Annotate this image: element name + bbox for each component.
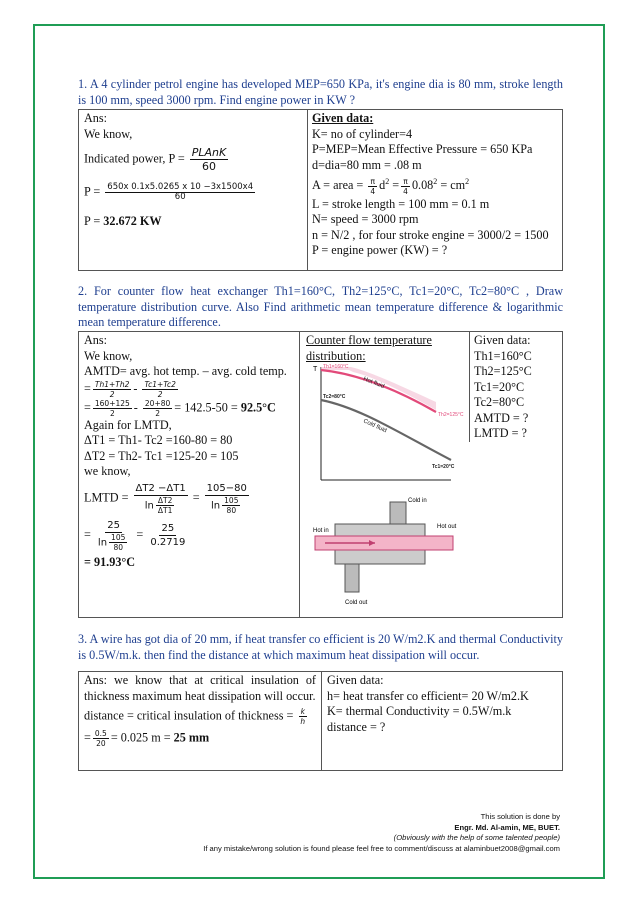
- q1-given-item: N= speed = 3000 rpm: [312, 212, 419, 227]
- cold-out-label: Cold out: [345, 600, 368, 606]
- hot-in-label: Hot in: [313, 528, 329, 534]
- q3-distance-formula: distance = critical insulation of thickness = $\frac{k}{h}$: [84, 707, 306, 726]
- q1-given-item: n = N/2 , for four stroke engine = 3000/2 = 1500: [312, 227, 549, 242]
- hot-out-label: Hot out: [437, 524, 457, 530]
- hot-fluid-label: Hot fluid: [362, 376, 385, 391]
- q1-given-title: Given data:: [312, 111, 374, 125]
- q1-calculation: P = $\frac{650x 0.1x5.0265 x 10 -3x1500x4}{60}$: [84, 182, 254, 202]
- q1-solution: [84, 111, 304, 230]
- q2-answer-box: [78, 331, 563, 618]
- q1-question: 1. A 4 cylinder petrol engine has developed MEP=650 KPa, it's engine dia is 80 mm, stroke length is 100 mm, speed 3000 rpm. Find engine power in KW ?: [78, 77, 563, 107]
- q2-result: = 91.93°C: [84, 554, 136, 569]
- q2-lmtd-formula: LMTD = ΔT2 −ΔT1 ln $\frac{\Delta T2}{\Delta T1}$ = 105−80 ln $\frac{105}{80}$: [84, 482, 247, 515]
- th2-label: Th2=125°C: [438, 412, 464, 418]
- q2-we-know: We know,: [84, 348, 133, 363]
- q2-given-item: AMTD = ?: [474, 410, 529, 425]
- q1-given: [312, 111, 562, 259]
- q3-question: 3. A wire has got dia of 20 mm, if heat transfer co efficient is 20 W/m2.K and thermal Conductivity is 0.5W/m.k. then find the distance at which maximum heat dissipation will occur.: [78, 632, 563, 662]
- q2-lmtd-step: = 25 ln $\frac{105}{80}$ = $\frac{25}{0.2719}$: [84, 519, 186, 552]
- q2-given-item: Th2=125°C: [474, 364, 532, 378]
- q2-ans-label: Ans:: [84, 333, 108, 347]
- q3-given-item: h= heat transfer co efficient= 20 W/m2.K: [327, 688, 529, 703]
- q3-solution: [84, 673, 316, 748]
- cold-in-label: Cold in: [408, 498, 427, 504]
- q2-given: [474, 333, 564, 442]
- q1-ans-label: Ans:: [84, 111, 108, 125]
- q1-area-formula: A = area = $\frac{\pi}{4}$ $d^2$ = $\frac{\pi}{4}$ $0.08^2 = cm^2$: [312, 176, 470, 196]
- q3-ans-text: Ans: we know that at critical insulation of thickness maximum heat dissipation will occur.: [84, 673, 316, 703]
- q3-answer-box: [78, 671, 563, 771]
- tc1-label: Tc1=20°C: [432, 464, 455, 470]
- q2-solution: [84, 333, 299, 570]
- footer-author: Engr. Md. Al-amin, ME, BUET.: [454, 822, 560, 832]
- q3-given-item: K= thermal Conductivity = 0.5W/m.k: [327, 704, 512, 718]
- hot-fluid-curve: [321, 370, 436, 412]
- q3-given-title: Given data:: [327, 673, 384, 687]
- tc2-label: Tc2=80°C: [323, 394, 346, 400]
- footer-contact[interactable]: If any mistake/wrong solution is found please feel free to comment/discuss at alaminbuet2008@gmail.com: [203, 843, 560, 853]
- q1-we-know: We know,: [84, 126, 133, 141]
- q1-given-item: K= no of cylinder=4: [312, 126, 413, 141]
- q2-dt1: ΔT1 = Th1- Tc2 =160-80 = 80: [84, 433, 233, 447]
- q1-answer-box: [78, 109, 563, 271]
- q2-question: 2. For counter flow heat exchanger Th1=160°C, Th2=125°C, Tc1=20°C, Tc2=80°C , Draw temperature distribution curve. Also Find arithmetic mean temperature difference & logarithmic mean temperature difference.: [78, 284, 563, 329]
- q2-amtd-def: AMTD= avg. hot temp. – avg. cold temp.: [84, 364, 287, 378]
- q2-given-item: LMTD = ?: [474, 426, 527, 440]
- q1-given-item: d=dia=80 mm = .08 m: [312, 157, 422, 172]
- chart-y-label: T: [313, 366, 318, 373]
- q1-given-item: P=MEP=Mean Effective Pressure = 650 KPa: [312, 142, 533, 156]
- heat-exchanger-diagram: [305, 492, 460, 612]
- q1-result: P = 32.672 KW: [84, 214, 162, 228]
- q1-given-item: L = stroke length = 100 mm = 0.1 m: [312, 196, 490, 211]
- q3-calc: = $\frac{0.5}{20}$ = 0.025 m = 25 mm: [84, 729, 210, 748]
- q3-given: [327, 673, 559, 735]
- cold-out-pipe: [345, 564, 359, 592]
- footer-credit: (Obviously with the help of some talented people): [393, 833, 560, 842]
- q2-we-know2: we know,: [84, 464, 131, 478]
- footer-line1: This solution is done by: [480, 812, 560, 821]
- q2-amtd-formula: = $\frac{Th1+Th2}{2}$ - $\frac{Tc1+Tc2}{2}$: [84, 379, 176, 399]
- q1-formula: Indicated power, P = $\frac{\text{PLAnK}}{60}$: [84, 146, 227, 173]
- cold-in-pipe: [390, 502, 406, 524]
- cold-fluid-label: Cold fluid: [362, 418, 388, 435]
- q2-given-item: Tc1=20°C: [474, 379, 525, 394]
- th1-label: Th1=160°C: [323, 364, 349, 370]
- q2-amtd-calc: = $\frac{160+125}{2}$ - $\frac{20+80}{2}$ = 142.5-50 = 92.5°C: [84, 398, 276, 418]
- q1-given-item: P = engine power (KW) = ?: [312, 243, 448, 258]
- temperature-distribution-chart: [301, 362, 469, 492]
- q2-given-title: Given data:: [474, 333, 531, 347]
- q2-dist-title: Counter flow temperature distribution:: [306, 333, 432, 363]
- q2-given-item: Tc2=80°C: [474, 395, 525, 409]
- footer: [203, 812, 560, 854]
- q2-dt2: ΔT2 = Th2- Tc1 =125-20 = 105: [84, 448, 239, 463]
- q2-given-item: Th1=160°C: [474, 348, 532, 363]
- q2-again: Again for LMTD,: [84, 417, 172, 432]
- q3-given-item: distance = ?: [327, 719, 386, 734]
